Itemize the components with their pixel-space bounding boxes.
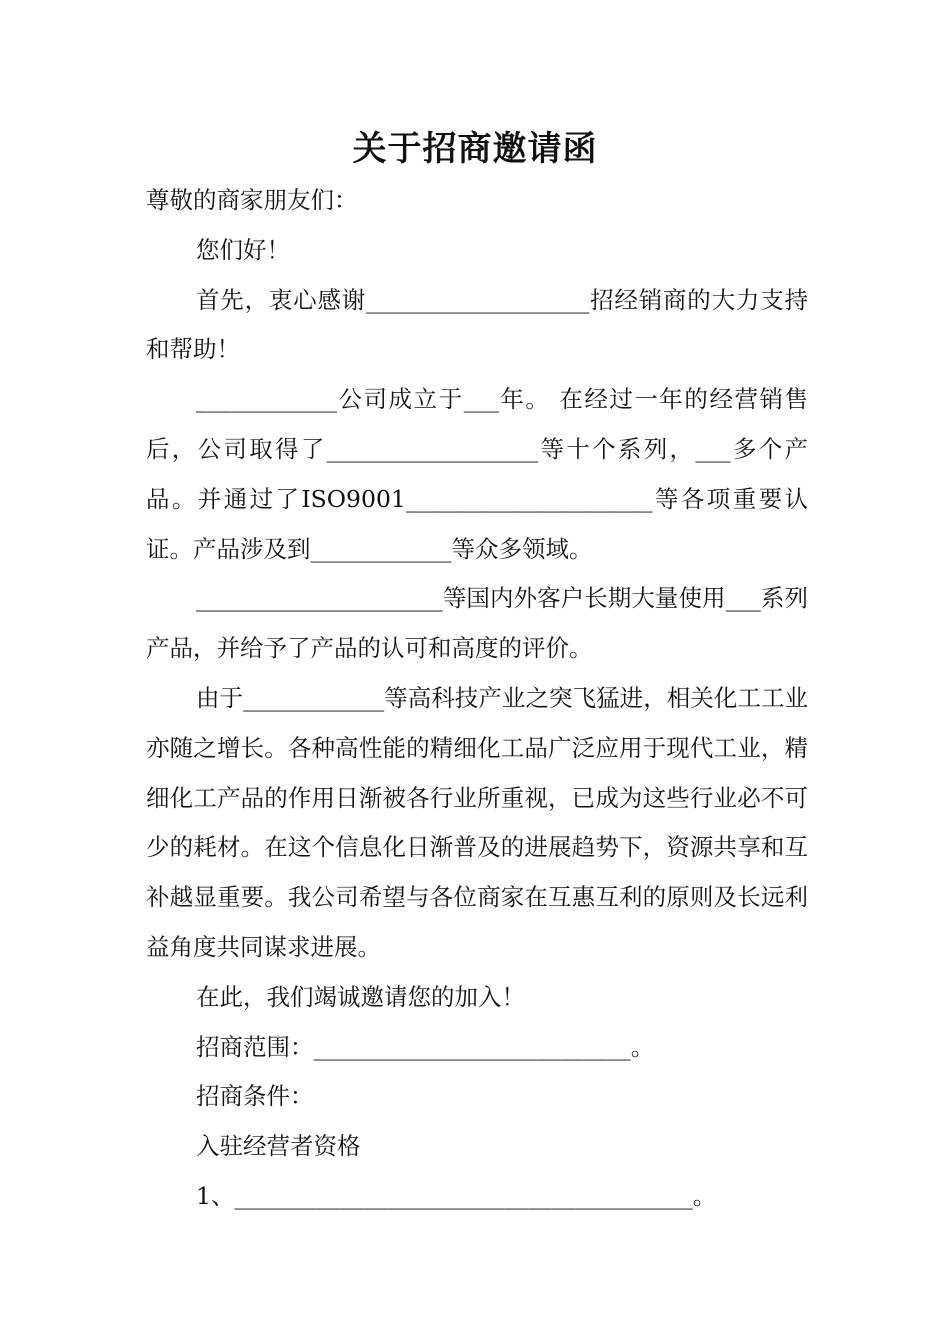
paragraph-qualification-heading: 入驻经营者资格 (196, 1132, 361, 1161)
paragraph-invitation: 在此，我们竭诚邀请您的加入！ (196, 982, 525, 1011)
paragraph-customers: _____________________等国内外客户长期大量使用___系列产品，并给予了产品的认可和高度的评价。 (146, 584, 808, 663)
paragraph-scope: 招商范围：___________________________。 (196, 1032, 655, 1061)
paragraph-qualification-item-1: 1、_______________________________________。 (196, 1181, 717, 1210)
salutation: 尊敬的商家朋友们： (146, 186, 358, 214)
document-body (146, 176, 808, 1222)
greeting: 您们好！ (196, 235, 290, 264)
paragraph-conditions-heading: 招商条件： (196, 1082, 314, 1111)
paragraph-industry: 由于____________等高科技产业之突飞猛进，相关化工工业亦随之增长。各种高性能的精细化工品广泛应用于现代工业，精细化工产品的作用日渐被各行业所重视，已成为这些行业必不可少的耗材。在这个信息化日渐普及的进展趋势下，资源共享和互补越显重要。我公司希望与各位商家在互惠互利的原则及长远利益角度共同谋求进展。 (146, 683, 808, 961)
document-title: 关于招商邀请函 (352, 129, 598, 169)
paragraph-company-intro: ____________公司成立于___年。 在经过一年的经营销售后，公司取得了__________________等十个系列，___多个产品。并通过了ISO9001_____________________等各项重要认证。产品涉及到____________等众多领域。 (146, 385, 808, 563)
paragraph-thanks: 首先，衷心感谢___________________招经销商的大力支持和帮助！ (146, 285, 808, 364)
